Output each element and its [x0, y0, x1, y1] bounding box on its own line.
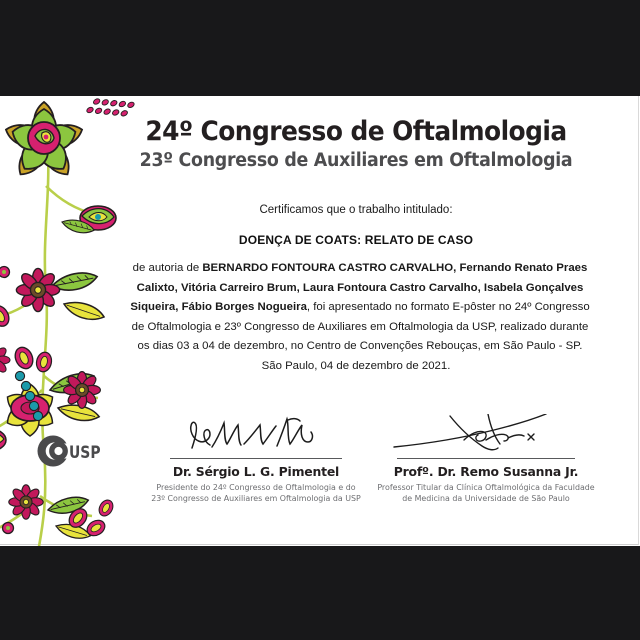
signatory-name: Profº. Dr. Remo Susanna Jr.	[393, 464, 579, 479]
signatory-role	[370, 482, 602, 505]
signature-rule-left	[170, 458, 342, 459]
authorship-prefix: de autoria de	[132, 262, 203, 274]
authorship-paragraph	[130, 259, 590, 357]
signatory-role	[140, 482, 372, 505]
page-subtitle: 23º Congresso de Auxiliares em Oftalmologia	[139, 150, 573, 171]
presentation-statement: , foi apresentado no formato E-pôster no 24º Congresso de Oftalmologia e 23º Congresso de Auxiliares em Oftalmologia da USP, realizado durante os dias 03 a 04 de dezembro, no Centro de Convenções Rebouças, em São Paulo - SP.	[131, 301, 590, 352]
signature-block-left	[140, 414, 372, 505]
usp-logo-text: USP	[69, 442, 101, 463]
signature-block-right	[370, 414, 602, 505]
signatory-name: Dr. Sérgio L. G. Pimentel	[172, 464, 340, 479]
signature-mark-left	[140, 414, 372, 458]
lead-line: Certificamos que o trabalho intitulado:	[259, 204, 453, 216]
signature-mark-right	[370, 414, 602, 458]
certificate-content	[120, 96, 620, 546]
work-title: DOENÇA DE COATS: RELATO DE CASO	[238, 233, 474, 247]
signatory-role-line-1: Professor Titular da Clínica Oftalmológica da Faculdade	[377, 483, 595, 492]
signatory-role-line-1: Presidente do 24º Congresso de Oftalmologia e do	[156, 483, 356, 492]
place-and-date: São Paulo, 04 de dezembro de 2021.	[261, 360, 451, 372]
signatory-role-line-2: 23º Congresso de Auxiliares em Oftalmologia da USP	[151, 494, 361, 504]
author-list: BERNARDO FONTOURA CASTRO CARVALHO, Fernando Renato Praes Calixto, Vitória Carreiro Brum, Laura Fontoura Castro Carvalho, Isabela Gonçalves Siqueira, Fábio Borges Nogueira	[130, 262, 588, 313]
usp-logo	[36, 434, 102, 468]
page-title: 24º Congresso de Oftalmologia	[145, 116, 567, 147]
signatory-role-line-2: de Medicina da Universidade de São Paulo	[402, 494, 570, 504]
certificate-document	[0, 96, 640, 546]
signature-rule-right	[397, 458, 575, 459]
